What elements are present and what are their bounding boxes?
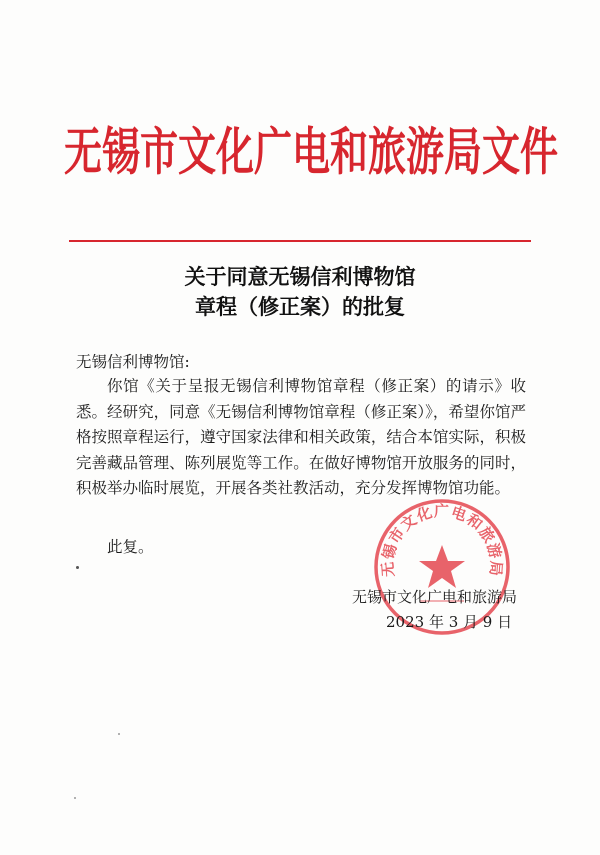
document-masthead: 无锡市文化广电和旅游局文件 [64, 120, 559, 182]
title-line-2: 章程（修正案）的批复 [195, 294, 405, 319]
letter-salutation: 无锡信利博物馆: [76, 353, 190, 371]
masthead-divider [69, 240, 531, 242]
letter-closing: 此复。 [107, 538, 154, 556]
signature-date: 2023 年 3 月 9 日 [386, 613, 513, 631]
document-title [60, 262, 540, 322]
seal-star-icon [419, 545, 465, 588]
scan-speck [74, 797, 76, 799]
letter-body: 你馆《关于呈报无锡信利博物馆章程（修正案）的请示》收悉。经研究，同意《无锡信利博物馆章程（修正案）》，希望你馆严格按照章程运行，遵守国家法律和相关政策，结合本馆实际，积极完善藏品管理、陈列展览等工作。在做好博物馆开放服务的同时，积极举办临时展览，开展各类社教活动，充分发挥博物馆功能。 [76, 377, 526, 497]
seal-text: 无锡市文化广电和旅游局 [378, 502, 506, 578]
title-line-1: 关于同意无锡信利博物馆 [184, 264, 416, 289]
scan-speck [118, 733, 120, 735]
scan-mark [76, 566, 79, 569]
signature-organization: 无锡市文化广电和旅游局 [352, 588, 518, 606]
